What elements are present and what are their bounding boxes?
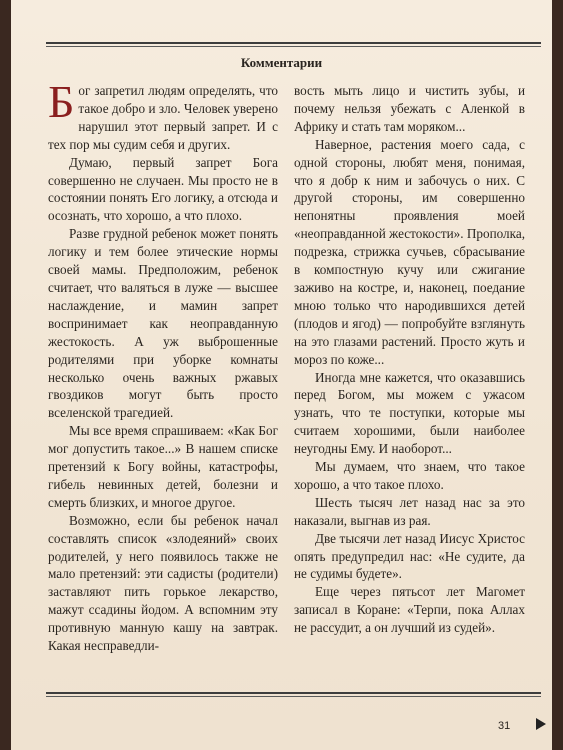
page-frame-right bbox=[552, 0, 563, 750]
next-page-arrow-icon[interactable] bbox=[536, 718, 546, 730]
left-paragraph-5: Возможно, если бы ребенок начал составлять список «злодеяний» своих родителей, у него появилось также не мало претензий: эти садисты (родители) заставляют пить горькое лекарство, мажут ссадины йодом. А вспомним эту противную манную кашу на завтрак. Какая несправедли- bbox=[48, 512, 278, 654]
right-paragraph-5: Две тысячи лет назад Иисус Христос опять предупредил нас: «Не судите, да не судимы будете». bbox=[294, 530, 525, 582]
left-paragraph-3: Разве грудной ребенок может понять логику и тем более этические нормы своей мамы. Предположим, ребенок считает, что валяться в луже — высшее наслаждение, и мамин запрет воспринимает как неоправданную жестокость. А уж выброшенные родителями при уборке комнаты несколько очень важных ржавых гвоздиков могут быть просто вселенской трагедией. bbox=[48, 226, 278, 421]
top-rule-thin bbox=[46, 46, 541, 47]
left-column bbox=[48, 76, 278, 655]
bottom-rule bbox=[46, 692, 541, 694]
top-rule bbox=[46, 42, 541, 44]
left-paragraph-1 bbox=[48, 76, 278, 154]
section-heading: Комментарии bbox=[240, 55, 323, 70]
right-column bbox=[294, 82, 525, 637]
right-paragraph-4: Шесть тысяч лет назад нас за это наказали, выгнав из рая. bbox=[294, 494, 525, 528]
drop-cap: Б bbox=[48, 76, 75, 127]
right-paragraph-6: Еще через пятьсот лет Магомет записал в Коране: «Терпи, пока Аллах не рассудит, а он лучший из судей». bbox=[294, 584, 525, 636]
right-paragraph-continuation: вость мыть лицо и чистить зубы, и почему нельзя убежать с Аленкой в Африку и стать там моряком... bbox=[294, 83, 525, 134]
right-paragraph-1: Наверное, растения моего сада, с одной стороны, любят меня, понимая, что я добр к ним и забочусь о них. С другой стороны, им совершенно непонятны проявления моей «неоправданной жестокости». Прополка, подрезка, стрижка сучьев, сбрасывание в компостную кучу или сжигание заживо на костре, и, наконец, поедание мною только что народившихся детей (плодов и ягод) — попробуйте взглянуть на это глазами растений. Просто жуть и мороз по коже... bbox=[294, 136, 525, 367]
left-paragraph-2: Думаю, первый запрет Бога совершенно не случаен. Мы просто не в состоянии понять Его логику, а отсюда и осознать, что хорошо, а что плохо. bbox=[48, 154, 278, 224]
book-page bbox=[11, 0, 552, 750]
page-frame-left bbox=[0, 0, 11, 750]
right-paragraph-3: Мы думаем, что знаем, что такое хорошо, а что такое плохо. bbox=[294, 459, 525, 492]
left-paragraph-4: Мы все время спрашиваем: «Как Бог мог допустить такое...» В нашем списке претензий к Богу войны, катастрофы, гибель невинных детей, болезни и смерть близких, и многое другое. bbox=[48, 423, 278, 510]
right-paragraph-2: Иногда мне кажется, что оказавшись перед Богом, мы можем с ужасом узнать, что те поступки, которые мы считаем хорошими, были наиболее неугодны Ему. И наоборот... bbox=[294, 369, 525, 457]
left-paragraph-1-text: ог запретил людям определять, что такое добро и зло. Человек уверено нарушил этот первый запрет. И с тех пор мы судим себя и других. bbox=[48, 83, 278, 152]
bottom-rule-thin bbox=[46, 696, 541, 697]
page-number: 31 bbox=[498, 720, 511, 732]
